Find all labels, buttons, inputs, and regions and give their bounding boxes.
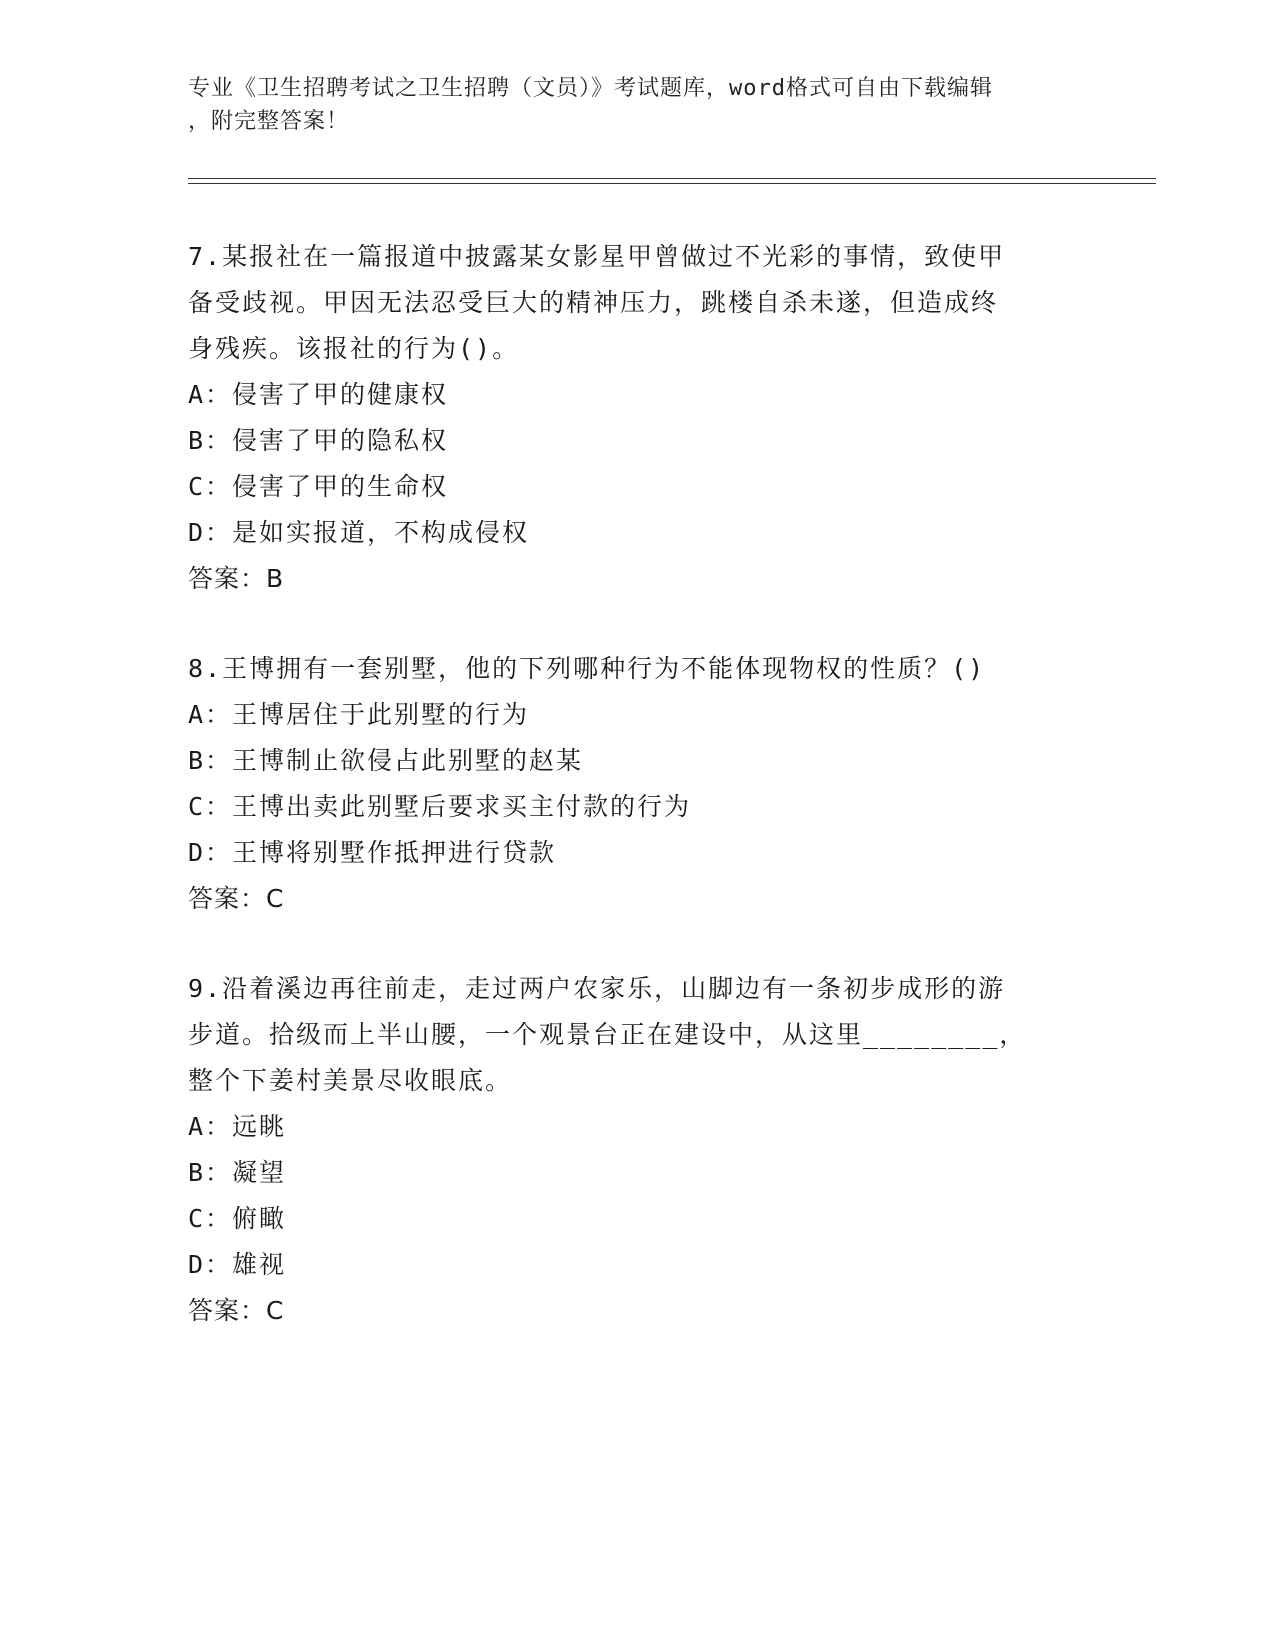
question-stem-line: 步道。拾级而上半山腰，一个观景台正在建设中，从这里________， — [188, 1020, 1027, 1049]
header-divider-top — [188, 178, 1156, 179]
option-a: A：远眺 — [188, 1112, 287, 1141]
option-a: A：侵害了甲的健康权 — [188, 380, 449, 409]
question-stem-line: 整个下姜村美景尽收眼底。 — [188, 1066, 513, 1095]
question-9 — [188, 966, 1068, 1334]
option-b: B：凝望 — [188, 1158, 287, 1187]
question-8 — [188, 646, 1068, 922]
document-header — [188, 72, 1068, 138]
option-a: A：王博居住于此别墅的行为 — [188, 700, 530, 729]
option-d: D：雄视 — [188, 1250, 287, 1279]
option-d: D：王博将别墅作抵押进行贷款 — [188, 838, 557, 867]
question-stem-line: 9.沿着溪边再往前走，走过两户农家乐，山脚边有一条初步成形的游 — [188, 974, 1006, 1003]
header-line-2: ，附完整答案！ — [188, 109, 350, 134]
question-stem-line: 身残疾。该报社的行为()。 — [188, 334, 520, 363]
option-c: C：王博出卖此别墅后要求买主付款的行为 — [188, 792, 692, 821]
question-stem-line: 7.某报社在一篇报道中披露某女影星甲曾做过不光彩的事情，致使甲 — [188, 242, 1006, 271]
answer-label: 答案：C — [188, 884, 285, 913]
question-7 — [188, 234, 1068, 602]
question-stem-line: 8.王博拥有一套别墅，他的下列哪种行为不能体现物权的性质？() — [188, 654, 986, 683]
option-c: C：俯瞰 — [188, 1204, 287, 1233]
header-line-1: 专业《卫生招聘考试之卫生招聘（文员）》考试题库，word格式可自由下载编辑 — [188, 76, 993, 101]
header-divider-bottom — [188, 183, 1156, 184]
option-b: B：王博制止欲侵占此别墅的赵某 — [188, 746, 584, 775]
answer-label: 答案：B — [188, 564, 285, 593]
option-d: D：是如实报道，不构成侵权 — [188, 518, 530, 547]
option-b: B：侵害了甲的隐私权 — [188, 426, 449, 455]
question-stem-line: 备受歧视。甲因无法忍受巨大的精神压力，跳楼自杀未遂，但造成终 — [188, 288, 999, 317]
answer-label: 答案：C — [188, 1296, 285, 1325]
option-c: C：侵害了甲的生命权 — [188, 472, 449, 501]
